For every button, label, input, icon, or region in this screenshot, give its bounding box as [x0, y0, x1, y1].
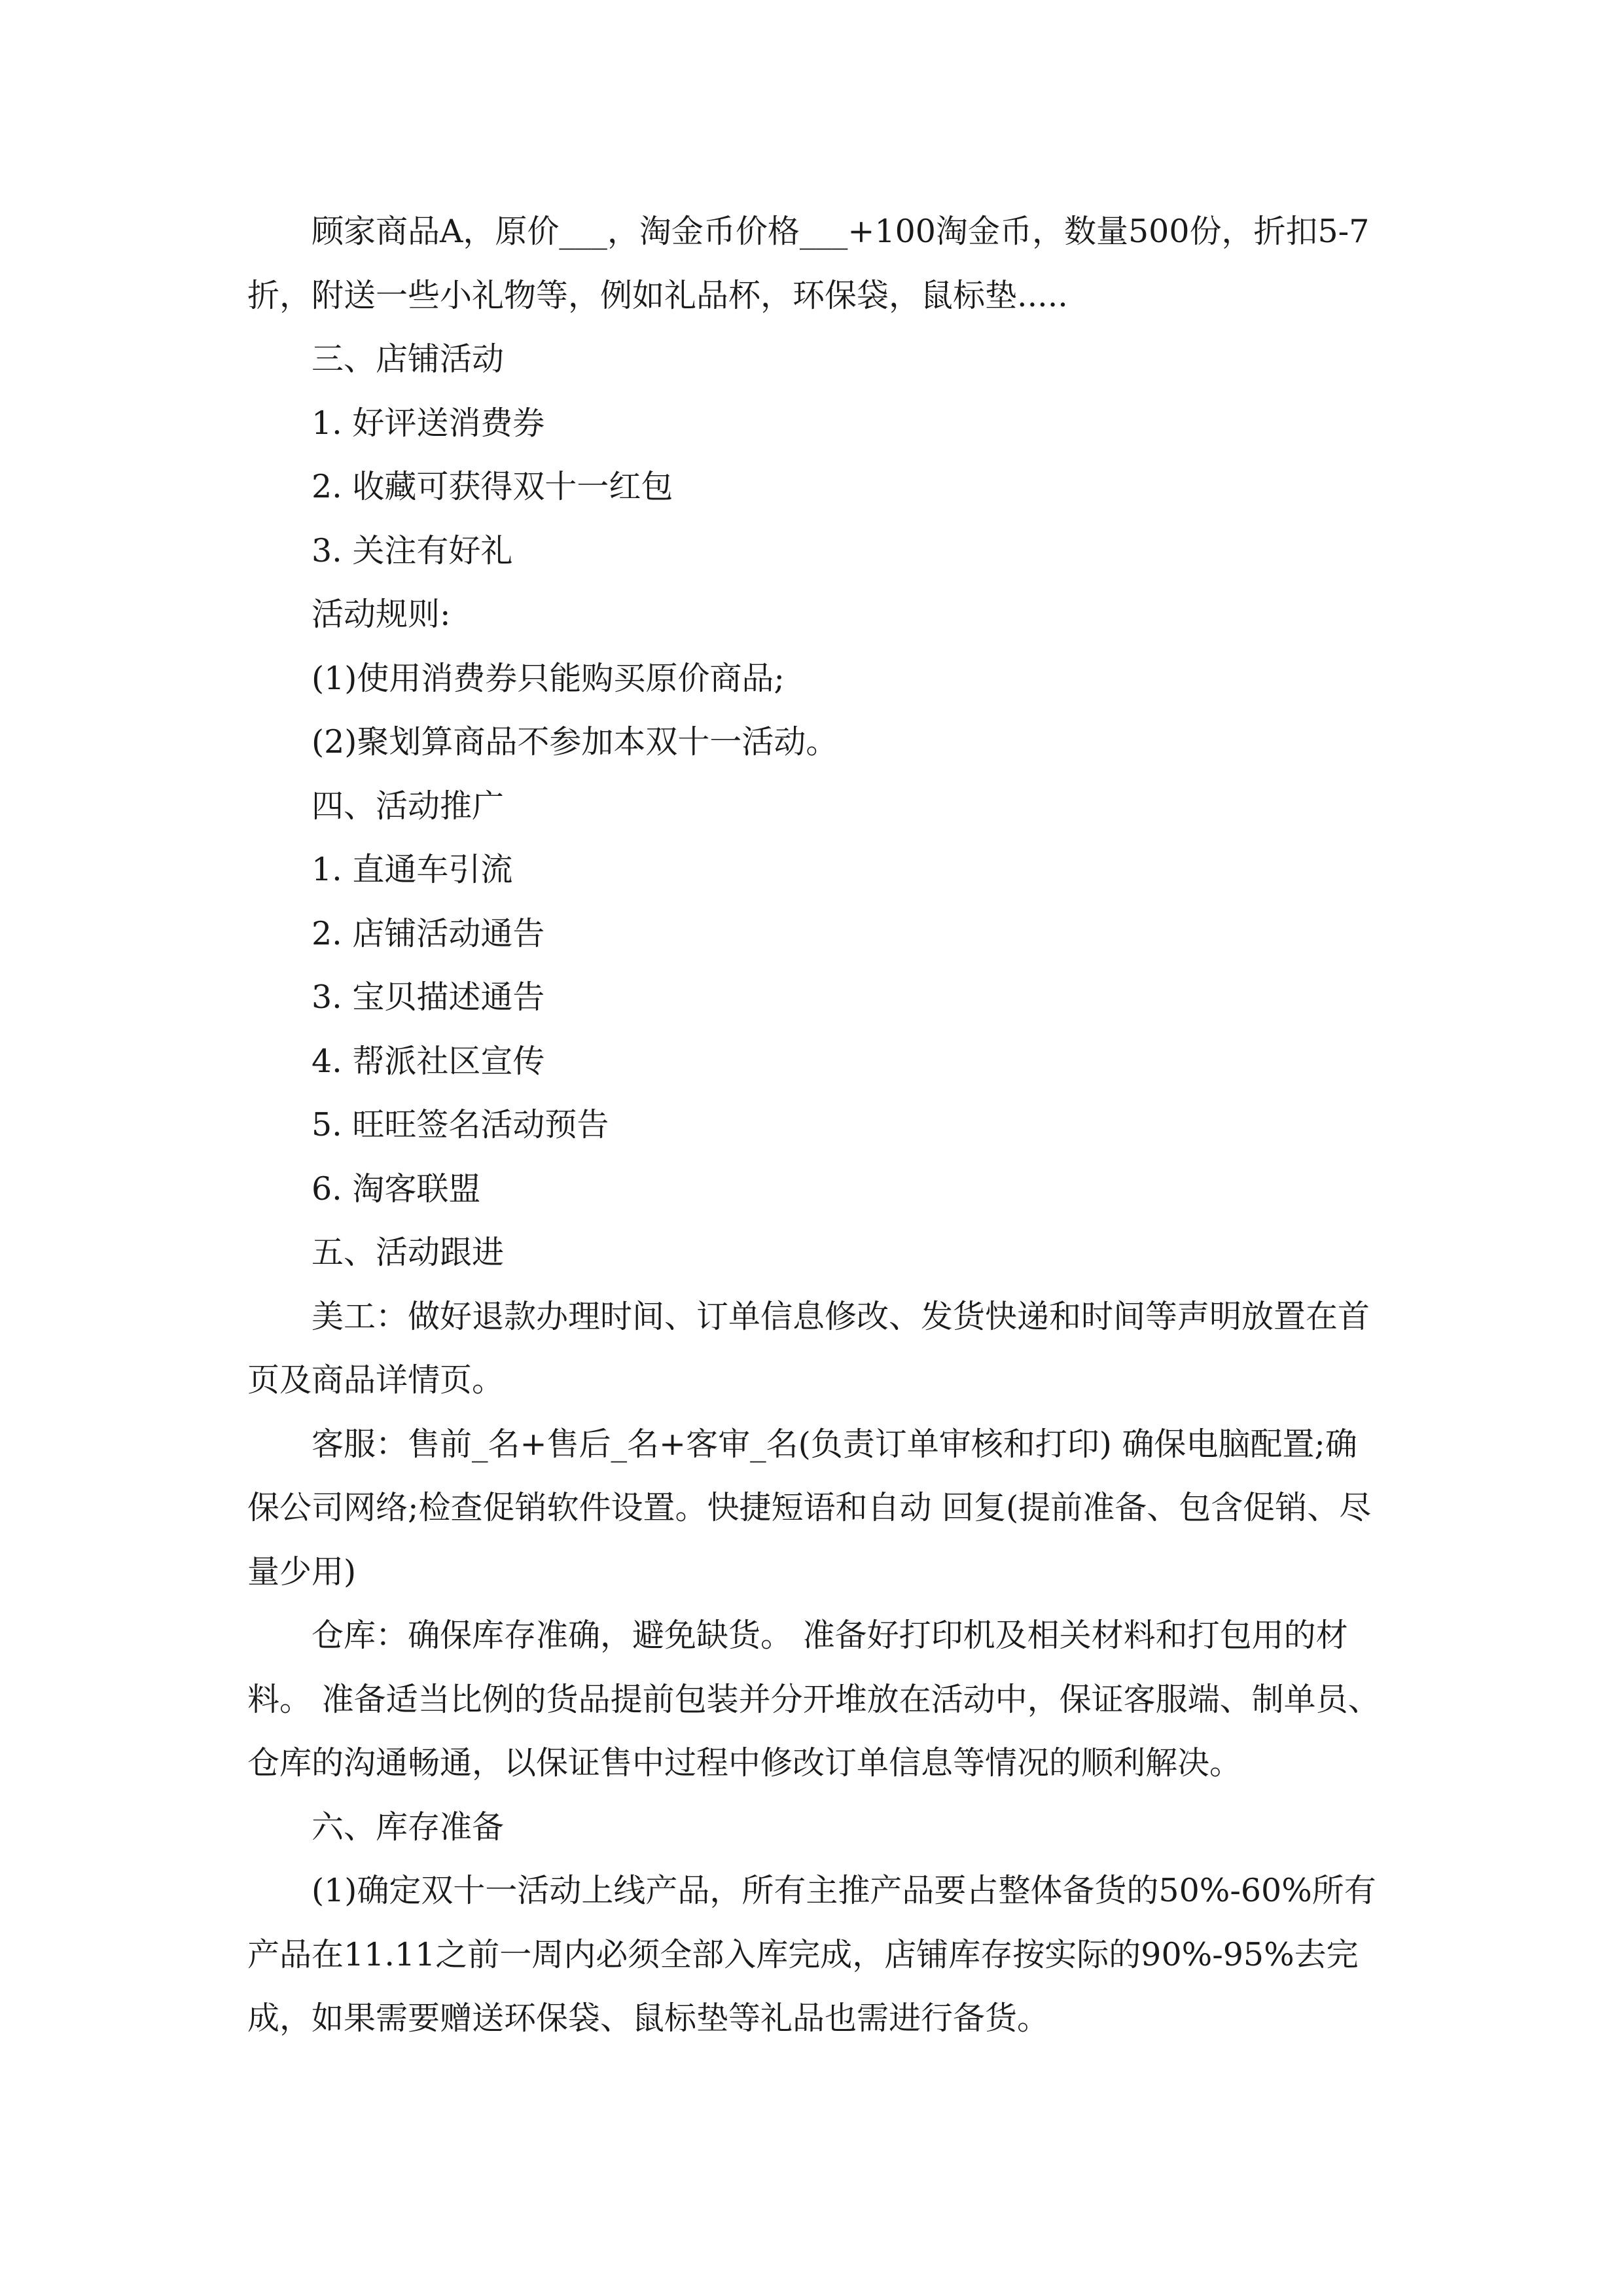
- section-heading-promotion: 四、活动推广: [312, 787, 505, 825]
- rules-heading: 活动规则:: [312, 596, 451, 633]
- paragraph-designer: 美工：做好退款办理时间、订单信息修改、发货快递和时间等声明放置在首页及商品详情页。: [247, 1297, 1370, 1399]
- section-heading-store-activities: 三、店铺活动: [312, 340, 505, 378]
- list-item: 2. 收藏可获得双十一红包: [312, 468, 673, 505]
- list-item: 3. 关注有好礼: [312, 531, 513, 569]
- section-heading-inventory: 六、库存准备: [312, 1808, 505, 1846]
- list-item: 3. 宝贝描述通告: [312, 978, 545, 1016]
- list-item: 2. 店铺活动通告: [312, 914, 545, 952]
- paragraph-customer-service: 客服：售前_名+售后_名+客审_名(负责订单审核和打印) 确保电脑配置;确保公司网络;检查促销软件设置。快捷短语和自动 回复(提前准备、包含促销、尽量少用): [247, 1425, 1372, 1590]
- rule-item: (1)使用消费券只能购买原价商品;: [312, 659, 785, 697]
- list-item: 1. 好评送消费券: [312, 404, 545, 442]
- section-heading-follow-up: 五、活动跟进: [312, 1234, 505, 1271]
- list-item: 6. 淘客联盟: [312, 1170, 481, 1208]
- list-item: 4. 帮派社区宣传: [312, 1042, 545, 1080]
- rule-item: (2)聚划算商品不参加本双十一活动。: [312, 723, 838, 761]
- document-body: [247, 200, 1381, 2051]
- paragraph-warehouse: 仓库：确保库存准确，避免缺货。 准备好打印机及相关材料和打包用的材料。 准备适当比例的货品提前包装并分开堆放在活动中，保证客服端、制单员、仓库的沟通畅通，以保证售中过程中修改订单信息等情况的顺利解决。: [247, 1617, 1380, 1782]
- list-item: 5. 旺旺签名活动预告: [312, 1106, 609, 1143]
- paragraph-inventory: (1)确定双十一活动上线产品，所有主推产品要占整体备货的50%-60%所有产品在11.11之前一周内必须全部入库完成，店铺库存按实际的90%-95%去完成，如果需要赠送环保袋、鼠标垫等礼品也需进行备货。: [247, 1872, 1376, 2037]
- paragraph-promo-item: 顾家商品A，原价___，淘金币价格___+100淘金币，数量500份，折扣5-7折，附送一些小礼物等，例如礼品杯，环保袋，鼠标垫.....: [247, 213, 1370, 314]
- list-item: 1. 直通车引流: [312, 851, 513, 888]
